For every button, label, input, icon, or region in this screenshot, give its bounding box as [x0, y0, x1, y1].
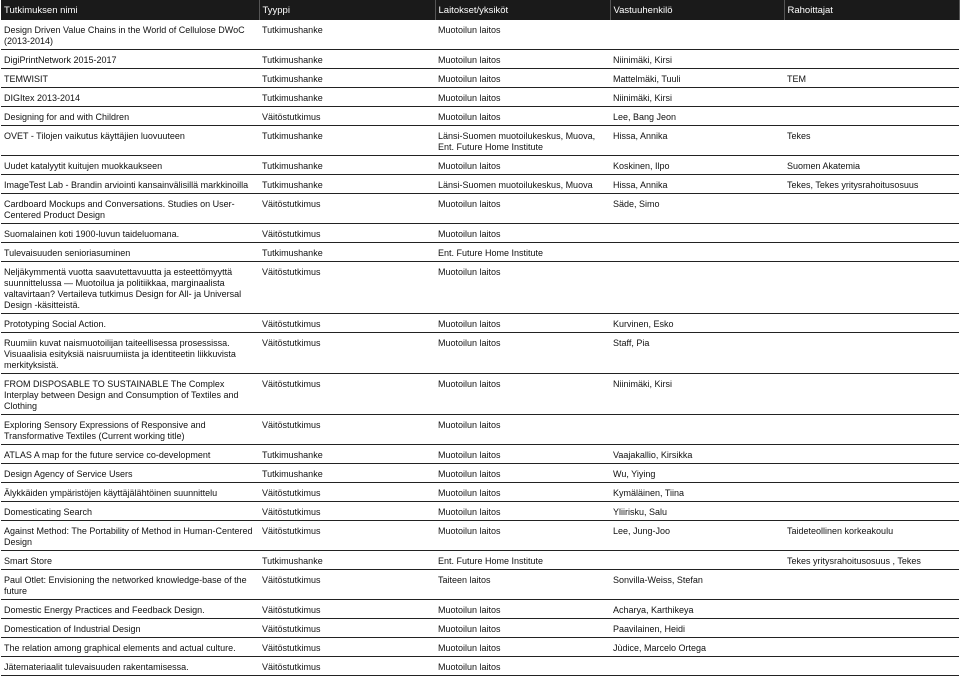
cell-name: Cardboard Mockups and Conversations. Studies on User-Centered Product Design [1, 197, 259, 224]
table-row [1, 524, 959, 551]
cell-name: Älykkäiden ympäristöjen käyttäjälähtöinen suunnittelu [1, 486, 259, 502]
cell-department: Muotoilun laitos [435, 53, 610, 69]
table-row [1, 91, 959, 107]
cell-name: OVET - Tilojen vaikutus käyttäjien luovuuteen [1, 129, 259, 156]
cell-name: Exploring Sensory Expressions of Responsive and Transformative Textiles (Current working title) [1, 418, 259, 445]
cell-responsible: Sonvilla-Weiss, Stefan [610, 573, 784, 600]
table-body [1, 20, 959, 676]
cell-name: ImageTest Lab - Brandin arviointi kansainvälisillä markkinoilla [1, 178, 259, 194]
cell-type: Väitöstutkimus [259, 486, 435, 502]
cell-name: Paul Otlet: Envisioning the networked knowledge-base of the future [1, 573, 259, 600]
cell-department: Muotoilun laitos [435, 159, 610, 175]
cell-funders: Suomen Akatemia [784, 159, 959, 175]
cell-responsible: Niinimäki, Kirsi [610, 53, 784, 69]
cell-name: Suomalainen koti 1900-luvun taideluomana. [1, 227, 259, 243]
cell-responsible: Wu, Yiying [610, 467, 784, 483]
cell-department: Muotoilun laitos [435, 486, 610, 502]
cell-responsible: Hissa, Annika [610, 129, 784, 156]
table-row [1, 377, 959, 415]
cell-responsible: Paavilainen, Heidi [610, 622, 784, 638]
cell-responsible: Kurvinen, Esko [610, 317, 784, 333]
cell-type: Tutkimushanke [259, 178, 435, 194]
table-row [1, 505, 959, 521]
cell-funders: Tekes, Tekes yritysrahoitusosuus [784, 178, 959, 194]
column-header-funders: Rahoittajat [784, 0, 959, 20]
cell-funders [784, 227, 959, 243]
cell-name: ATLAS A map for the future service co-development [1, 448, 259, 464]
cell-funders [784, 573, 959, 600]
table-row [1, 72, 959, 88]
cell-name: Domestication of Industrial Design [1, 622, 259, 638]
cell-department: Muotoilun laitos [435, 72, 610, 88]
cell-name: Design Agency of Service Users [1, 467, 259, 483]
table-row [1, 603, 959, 619]
table-row [1, 159, 959, 175]
cell-type: Väitöstutkimus [259, 317, 435, 333]
cell-responsible [610, 23, 784, 50]
cell-funders: Taideteollinen korkeakoulu [784, 524, 959, 551]
cell-funders: TEM [784, 72, 959, 88]
cell-name: Smart Store [1, 554, 259, 570]
table-row [1, 227, 959, 243]
cell-responsible: Acharya, Karthikeya [610, 603, 784, 619]
cell-type: Väitöstutkimus [259, 660, 435, 676]
cell-funders [784, 377, 959, 415]
table-row [1, 660, 959, 676]
column-header-name: Tutkimuksen nimi [1, 0, 259, 20]
cell-type: Väitöstutkimus [259, 265, 435, 314]
cell-funders [784, 336, 959, 374]
cell-funders [784, 505, 959, 521]
table-row [1, 622, 959, 638]
cell-name: Ruumiin kuvat naismuotoilijan taiteellisessa prosessissa. Visuaalisia esityksiä naisruumiista ja identiteetin liikkuvista merkityksistä. [1, 336, 259, 374]
cell-funders [784, 641, 959, 657]
cell-responsible [610, 660, 784, 676]
table-row [1, 246, 959, 262]
table-row [1, 317, 959, 333]
table-row [1, 418, 959, 445]
table-row [1, 129, 959, 156]
cell-type: Väitöstutkimus [259, 641, 435, 657]
cell-name: Design Driven Value Chains in the World of Cellulose DWoC (2013-2014) [1, 23, 259, 50]
cell-department: Muotoilun laitos [435, 377, 610, 415]
table-row [1, 641, 959, 657]
table-row [1, 197, 959, 224]
table-row [1, 554, 959, 570]
cell-responsible: Jùdice, Marcelo Ortega [610, 641, 784, 657]
cell-type: Tutkimushanke [259, 554, 435, 570]
cell-department: Ent. Future Home Institute [435, 554, 610, 570]
cell-type: Väitöstutkimus [259, 377, 435, 415]
cell-funders [784, 53, 959, 69]
research-table [1, 0, 960, 676]
cell-department: Muotoilun laitos [435, 603, 610, 619]
cell-type: Tutkimushanke [259, 467, 435, 483]
cell-type: Väitöstutkimus [259, 197, 435, 224]
column-header-type: Tyyppi [259, 0, 435, 20]
cell-department: Muotoilun laitos [435, 336, 610, 374]
table-row [1, 110, 959, 126]
cell-responsible: Niinimäki, Kirsi [610, 91, 784, 107]
table-row [1, 336, 959, 374]
cell-name: DIGItex 2013-2014 [1, 91, 259, 107]
cell-responsible [610, 265, 784, 314]
cell-type: Tutkimushanke [259, 129, 435, 156]
column-header-department: Laitokset/yksiköt [435, 0, 610, 20]
cell-responsible: Staff, Pia [610, 336, 784, 374]
cell-type: Tutkimushanke [259, 246, 435, 262]
cell-funders [784, 448, 959, 464]
cell-funders [784, 265, 959, 314]
column-header-responsible: Vastuuhenkilö [610, 0, 784, 20]
table-row [1, 23, 959, 50]
cell-name: DigiPrintNetwork 2015-2017 [1, 53, 259, 69]
cell-department: Muotoilun laitos [435, 524, 610, 551]
cell-funders [784, 603, 959, 619]
cell-department: Muotoilun laitos [435, 660, 610, 676]
cell-funders [784, 246, 959, 262]
cell-funders [784, 418, 959, 445]
cell-department: Muotoilun laitos [435, 317, 610, 333]
cell-type: Väitöstutkimus [259, 524, 435, 551]
cell-funders [784, 91, 959, 107]
cell-type: Väitöstutkimus [259, 227, 435, 243]
cell-responsible [610, 418, 784, 445]
cell-responsible: Yliirisku, Salu [610, 505, 784, 521]
cell-responsible: Koskinen, Ilpo [610, 159, 784, 175]
cell-responsible [610, 246, 784, 262]
cell-type: Tutkimushanke [259, 91, 435, 107]
cell-name: Against Method: The Portability of Method in Human-Centered Design [1, 524, 259, 551]
cell-type: Tutkimushanke [259, 53, 435, 69]
cell-funders: Tekes [784, 129, 959, 156]
cell-department: Muotoilun laitos [435, 91, 610, 107]
cell-type: Väitöstutkimus [259, 622, 435, 638]
cell-funders [784, 486, 959, 502]
cell-type: Väitöstutkimus [259, 110, 435, 126]
cell-funders [784, 660, 959, 676]
table-row [1, 265, 959, 314]
cell-name: Domestic Energy Practices and Feedback Design. [1, 603, 259, 619]
header-row [1, 0, 959, 20]
cell-responsible: Hissa, Annika [610, 178, 784, 194]
cell-name: Domesticating Search [1, 505, 259, 521]
cell-type: Väitöstutkimus [259, 336, 435, 374]
cell-responsible: Mattelmäki, Tuuli [610, 72, 784, 88]
cell-responsible: Vaajakallio, Kirsikka [610, 448, 784, 464]
cell-funders [784, 317, 959, 333]
cell-type: Väitöstutkimus [259, 603, 435, 619]
cell-type: Tutkimushanke [259, 448, 435, 464]
cell-department: Muotoilun laitos [435, 448, 610, 464]
cell-funders [784, 622, 959, 638]
cell-responsible [610, 227, 784, 243]
table-row [1, 486, 959, 502]
cell-name: Uudet katalyytit kuitujen muokkaukseen [1, 159, 259, 175]
cell-department: Muotoilun laitos [435, 227, 610, 243]
table-row [1, 178, 959, 194]
cell-department: Taiteen laitos [435, 573, 610, 600]
table-row [1, 53, 959, 69]
cell-type: Väitöstutkimus [259, 505, 435, 521]
cell-type: Väitöstutkimus [259, 573, 435, 600]
cell-funders [784, 467, 959, 483]
cell-department: Muotoilun laitos [435, 505, 610, 521]
cell-department: Muotoilun laitos [435, 622, 610, 638]
cell-name: Jätemateriaalit tulevaisuuden rakentamisessa. [1, 660, 259, 676]
table-row [1, 573, 959, 600]
cell-name: Designing for and with Children [1, 110, 259, 126]
cell-responsible: Lee, Jung-Joo [610, 524, 784, 551]
cell-name: Neljäkymmentä vuotta saavutettavuutta ja esteettömyyttä suunnittelussa — Muotoilua ja politiikkaa, marginaalista valtavirtaan? Vertaileva tutkimus Design for All- ja Universal Design -käsitteistä. [1, 265, 259, 314]
cell-responsible: Kymäläinen, Tiina [610, 486, 784, 502]
cell-name: The relation among graphical elements and actual culture. [1, 641, 259, 657]
cell-name: Prototyping Social Action. [1, 317, 259, 333]
cell-type: Väitöstutkimus [259, 418, 435, 445]
cell-name: FROM DISPOSABLE TO SUSTAINABLE The Complex Interplay between Design and Consumption of Textiles and Clothing [1, 377, 259, 415]
cell-department: Muotoilun laitos [435, 467, 610, 483]
cell-type: Tutkimushanke [259, 23, 435, 50]
cell-responsible: Säde, Simo [610, 197, 784, 224]
cell-department: Muotoilun laitos [435, 197, 610, 224]
cell-department: Muotoilun laitos [435, 418, 610, 445]
cell-department: Länsi-Suomen muotoilukeskus, Muova, Ent. Future Home Institute [435, 129, 610, 156]
table-row [1, 448, 959, 464]
cell-funders [784, 197, 959, 224]
cell-type: Tutkimushanke [259, 72, 435, 88]
cell-responsible: Lee, Bang Jeon [610, 110, 784, 126]
cell-department: Muotoilun laitos [435, 110, 610, 126]
cell-department: Länsi-Suomen muotoilukeskus, Muova [435, 178, 610, 194]
table-row [1, 467, 959, 483]
cell-department: Ent. Future Home Institute [435, 246, 610, 262]
cell-funders [784, 23, 959, 50]
cell-department: Muotoilun laitos [435, 641, 610, 657]
cell-department: Muotoilun laitos [435, 265, 610, 314]
cell-responsible [610, 554, 784, 570]
cell-name: TEMWISIT [1, 72, 259, 88]
cell-type: Tutkimushanke [259, 159, 435, 175]
cell-funders: Tekes yritysrahoitusosuus , Tekes [784, 554, 959, 570]
cell-name: Tulevaisuuden senioriasuminen [1, 246, 259, 262]
cell-department: Muotoilun laitos [435, 23, 610, 50]
cell-responsible: Niinimäki, Kirsi [610, 377, 784, 415]
cell-funders [784, 110, 959, 126]
